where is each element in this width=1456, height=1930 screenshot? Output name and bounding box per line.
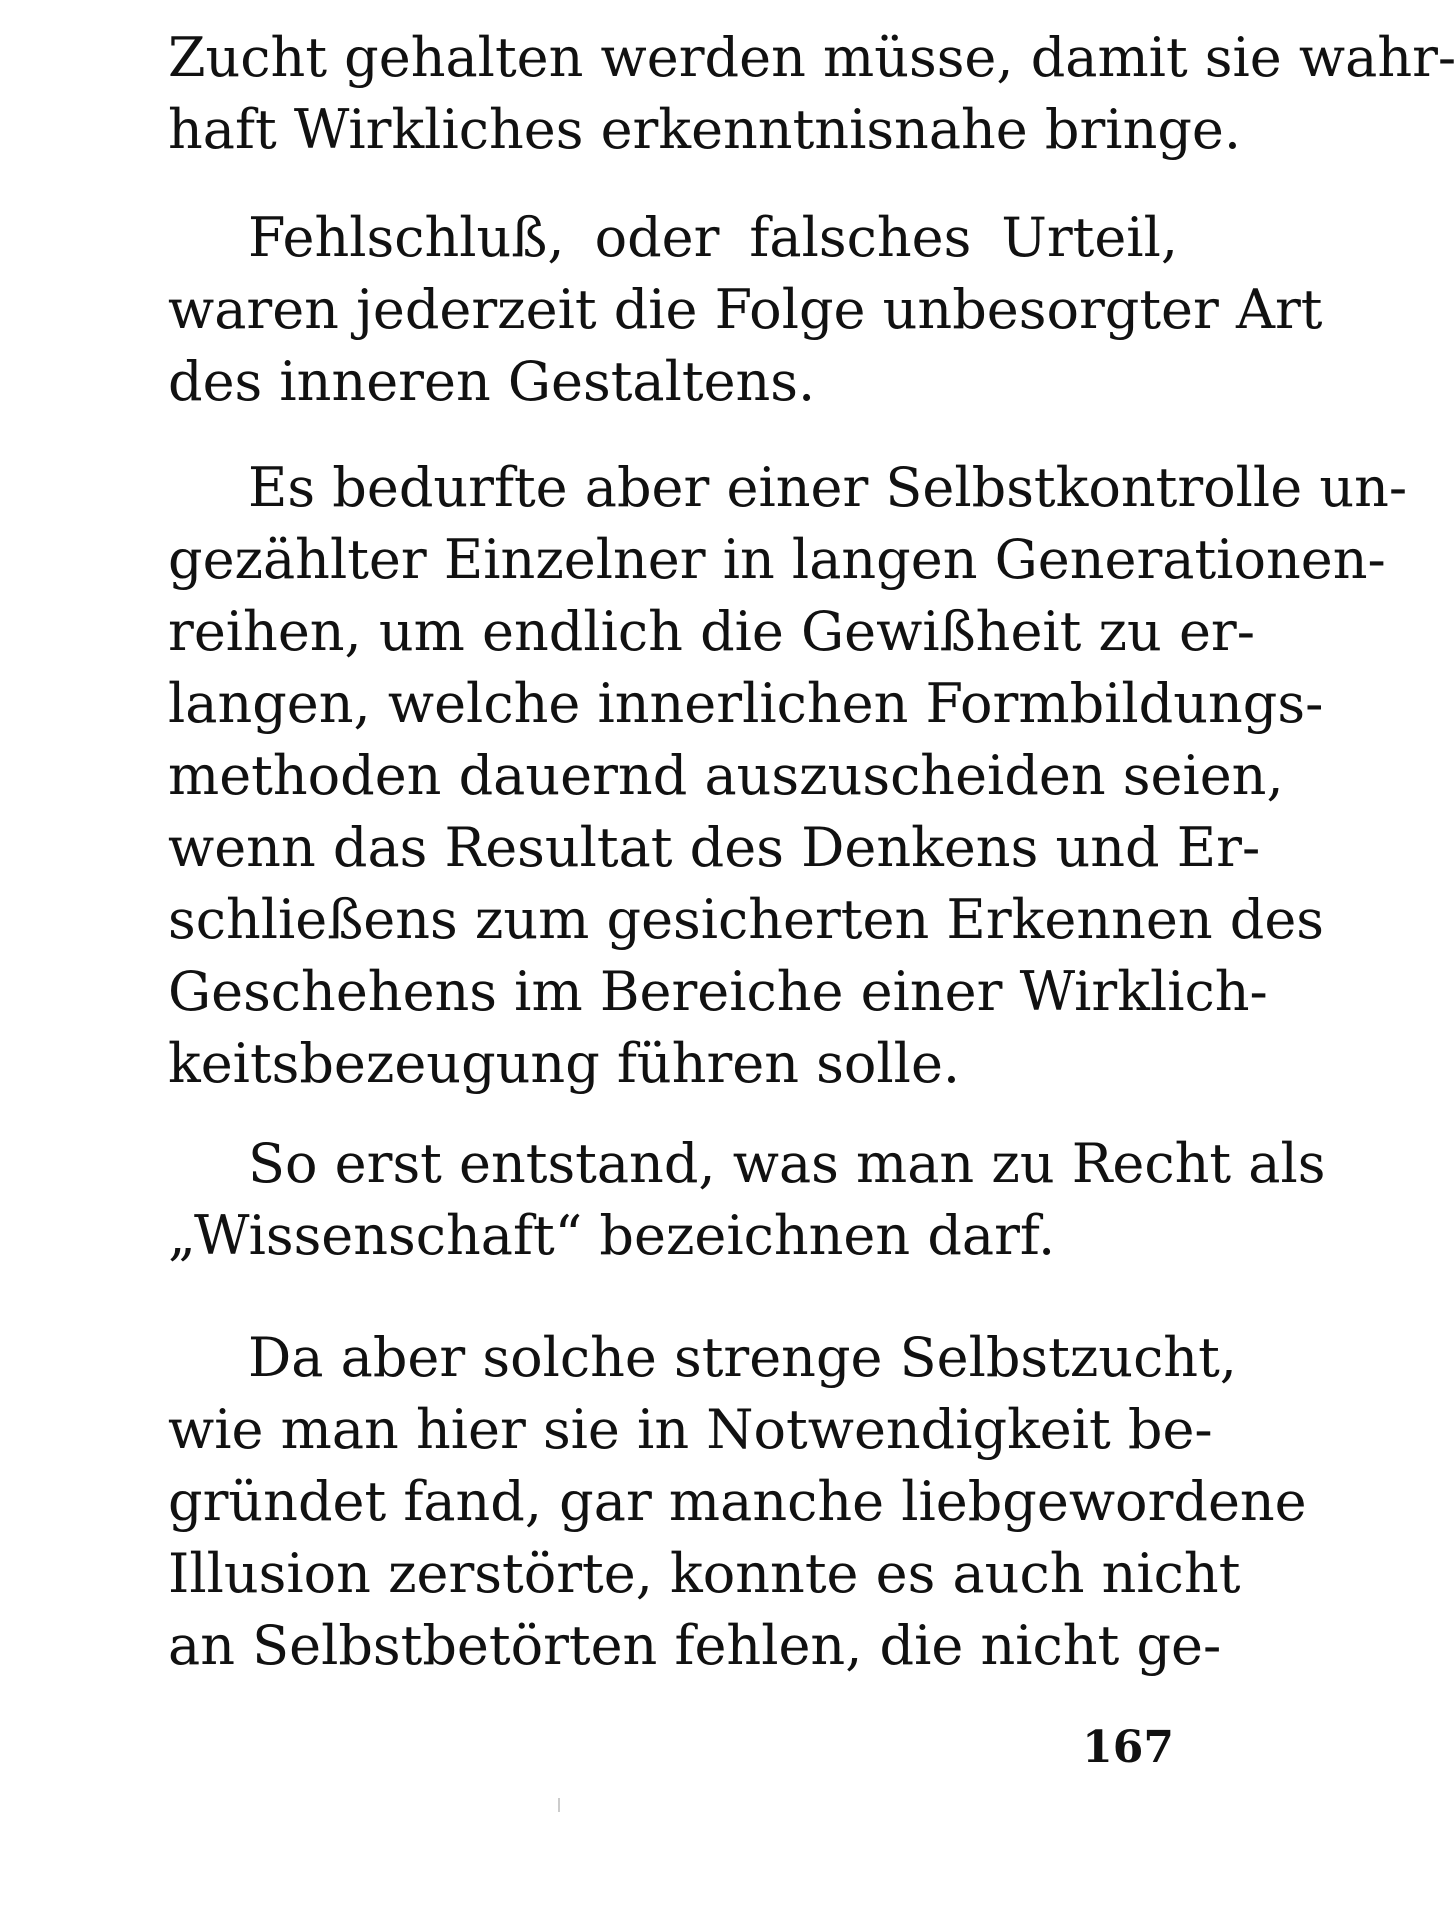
- text-line: langen, welche innerlichen Formbildungs-: [168, 672, 1324, 735]
- text-line: keitsbezeugung führen solle.: [168, 1032, 961, 1095]
- page-number: 167: [1082, 1722, 1174, 1773]
- text-line: wenn das Resultat des Denkens und Er-: [168, 816, 1261, 879]
- text-line: wie man hier sie in Notwendigkeit be-: [168, 1398, 1213, 1461]
- text-line: methoden dauernd auszuscheiden seien,: [168, 744, 1284, 807]
- text-line: waren jederzeit die Folge unbesorgter Art: [168, 278, 1323, 341]
- text-line: „Wissenschaft“ bezeichnen darf.: [168, 1204, 1056, 1267]
- text-line: gezählter Einzelner in langen Generationen-: [168, 528, 1386, 591]
- text-line: Zucht gehalten werden müsse, damit sie wahr-: [168, 26, 1456, 89]
- text-line: des inneren Gestaltens.: [168, 350, 816, 413]
- text-line: reihen, um endlich die Gewißheit zu er-: [168, 600, 1255, 663]
- text-line: an Selbstbetörten fehlen, die nicht ge-: [168, 1614, 1222, 1677]
- text-line: So erst entstand, was man zu Recht als: [248, 1132, 1326, 1195]
- text-line: Illusion zerstörte, konnte es auch nicht: [168, 1542, 1241, 1605]
- text-line: gründet fand, gar manche liebgewordene: [168, 1470, 1307, 1533]
- text-line: haft Wirkliches erkenntnisnahe bringe.: [168, 98, 1242, 161]
- text-line: Geschehens im Bereiche einer Wirklich-: [168, 960, 1268, 1023]
- scan-speck: [558, 1798, 560, 1812]
- text-line: Fehlschluß, oder falsches Urteil,: [248, 206, 1178, 269]
- text-line: Da aber solche strenge Selbstzucht,: [248, 1326, 1237, 1389]
- text-line: Es bedurfte aber einer Selbstkontrolle un-: [248, 456, 1408, 519]
- text-line: schließens zum gesicherten Erkennen des: [168, 888, 1325, 951]
